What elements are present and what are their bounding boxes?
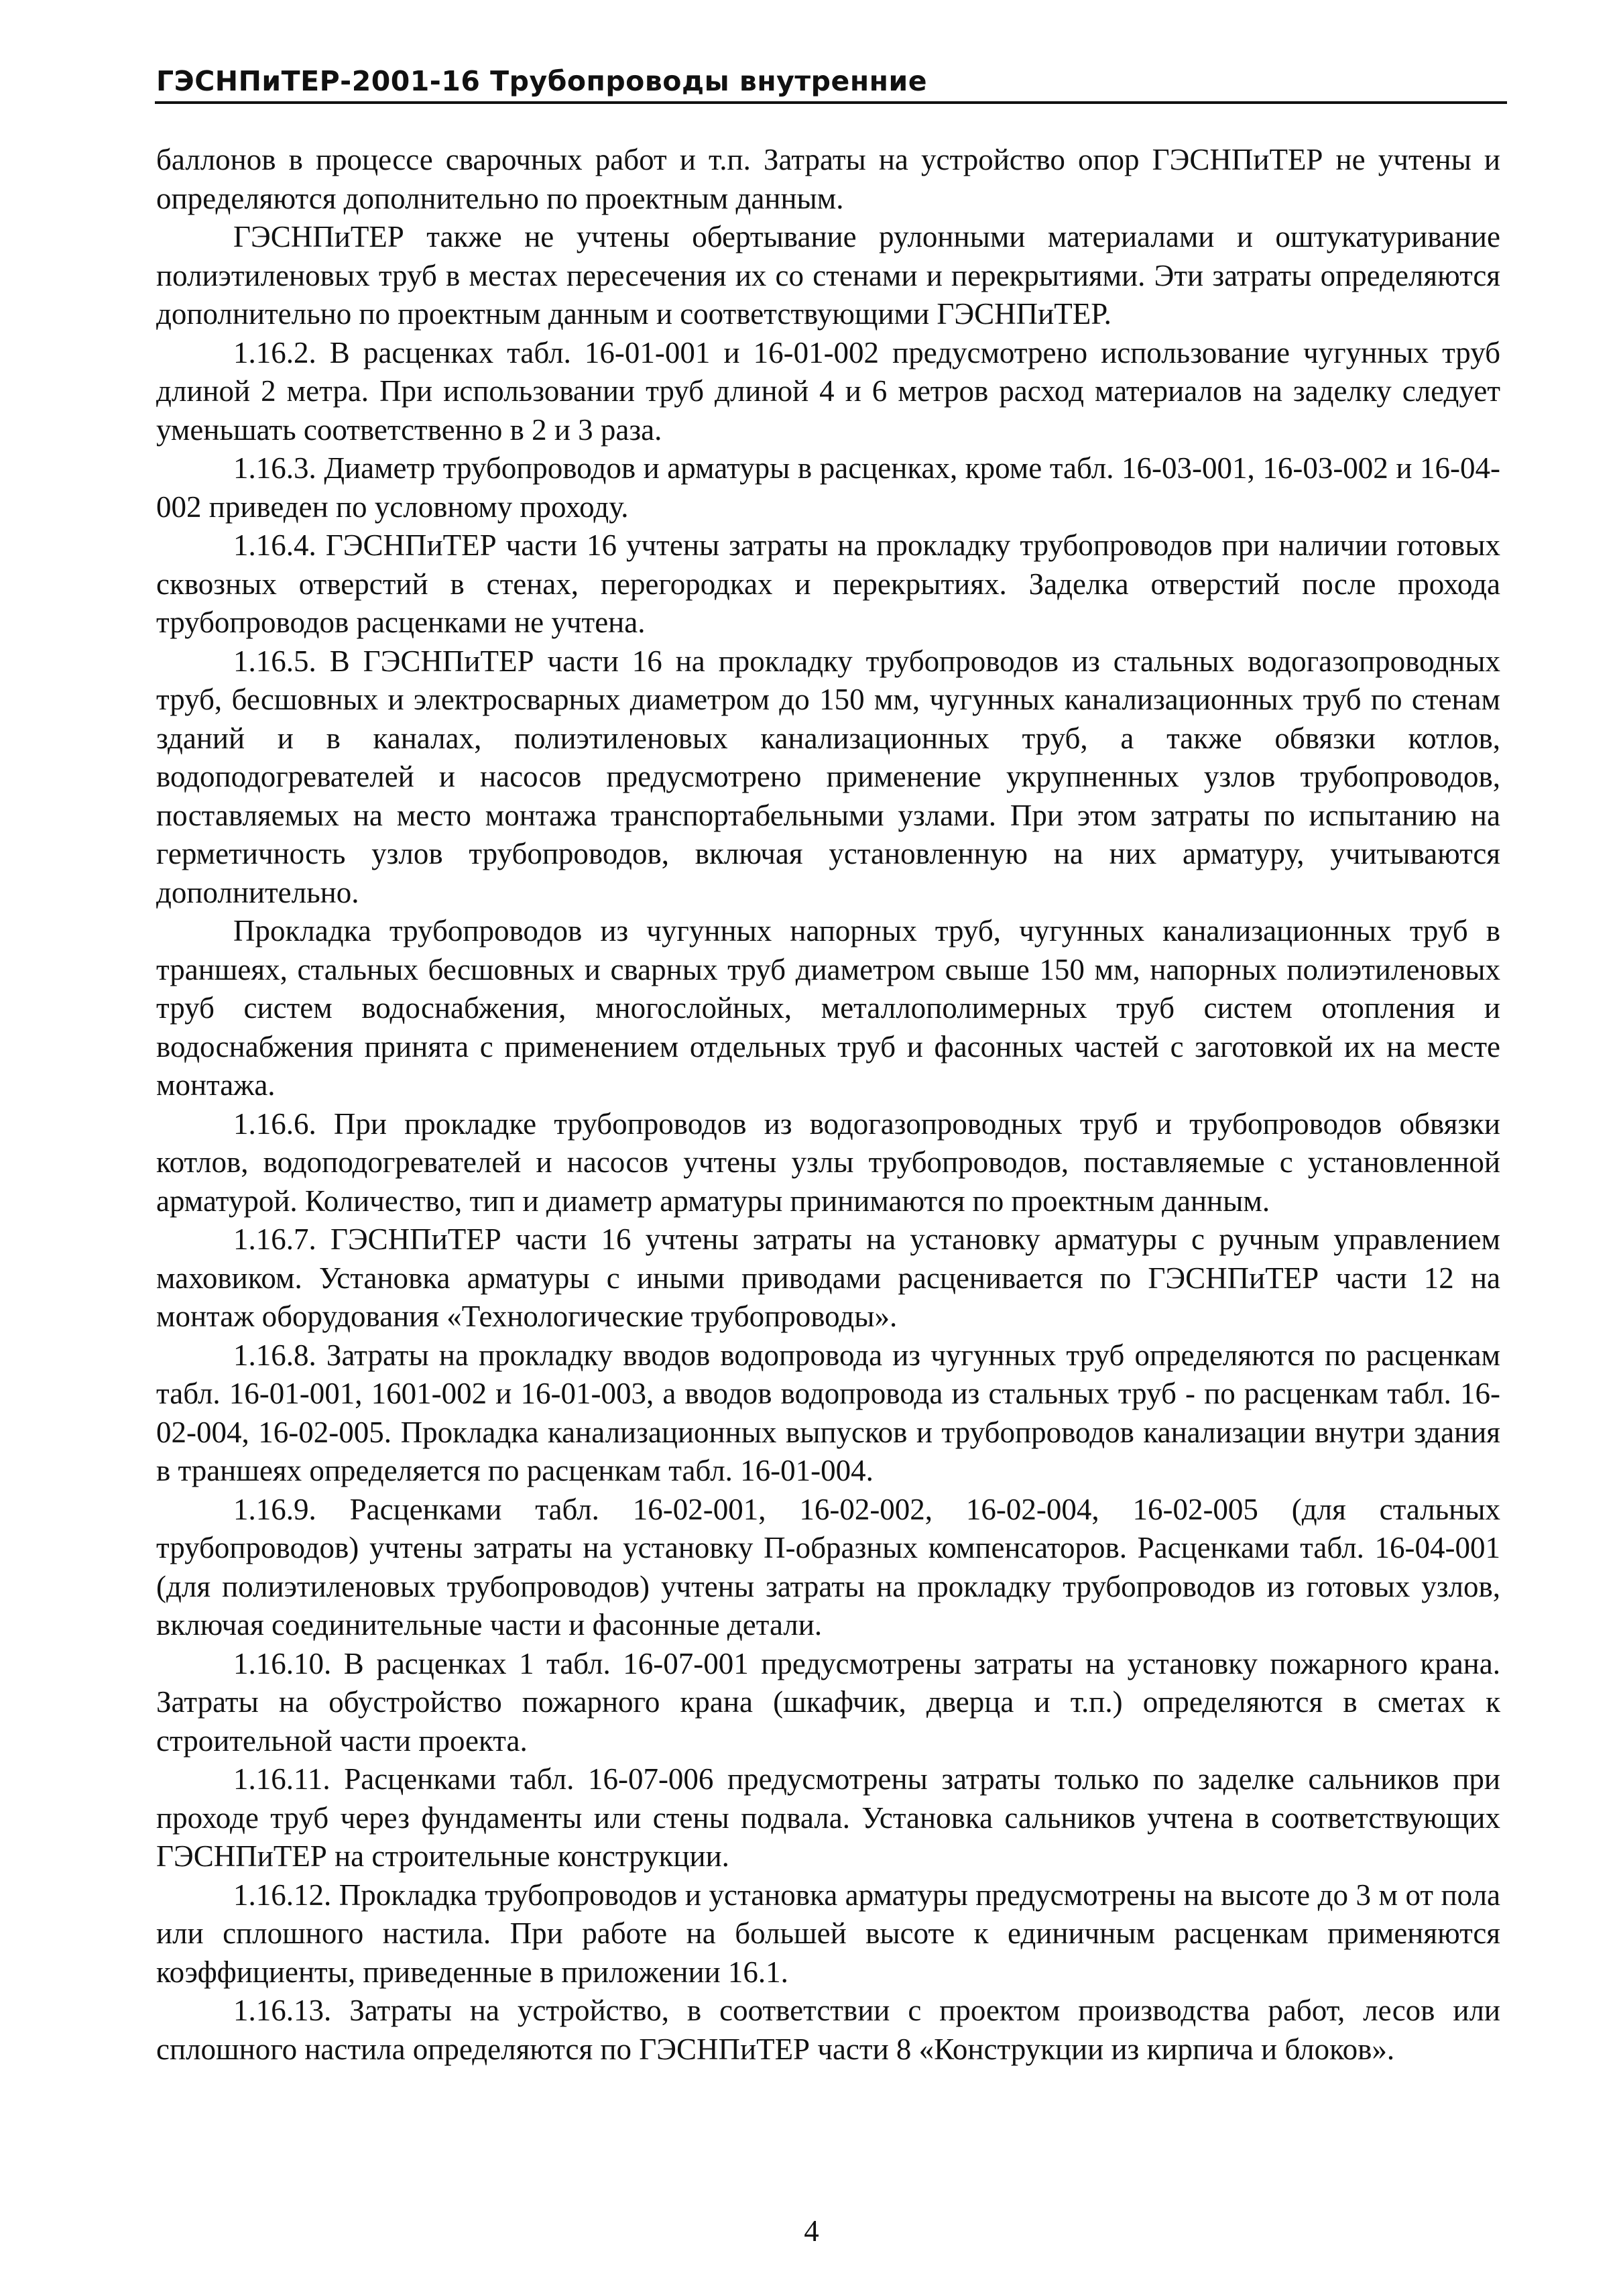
page-number: 4	[804, 2214, 819, 2248]
paragraph-1-16-12: 1.16.12. Прокладка трубопроводов и установка арматуры предусмотрены на высоте до 3 м от пола или сплошного настила. При работе на большей высоте к единичным расценкам применяются коэффициенты, приведенные в приложении 16.1.	[156, 1878, 1500, 1989]
running-title: ГЭСНПиТЕР-2001-16 Трубопроводы внутренние	[156, 65, 928, 97]
page-header	[156, 64, 1504, 98]
paragraph: Прокладка трубопроводов из чугунных напорных труб, чугунных канализационных труб в траншеях, стальных бесшовных и сварных труб диаметром свыше 150 мм, напорных полиэтиленовых труб систем водоснабжения, многослойных, металлополимерных труб систем отопления и водоснабжения принята с применением отдельных труб и фасонных частей с заготовкой их на месте монтажа.	[156, 914, 1500, 1102]
header-rule	[155, 101, 1507, 104]
paragraph-1-16-10: 1.16.10. В расценках 1 табл. 16-07-001 предусмотрены затраты на установку пожарного крана. Затраты на обустройство пожарного крана (шкафчик, дверца и т.п.) определяются в сметах к строительной части проекта.	[156, 1646, 1500, 1758]
paragraph-1-16-8: 1.16.8. Затраты на прокладку вводов водопровода из чугунных труб определяются по расценкам табл. 16-01-001, 1601-002 и 16-01-003, а вводов водопровода из стальных труб - по расценкам табл. 16-02-004, 16-02-005. Прокладка канализационных выпусков и трубопроводов канализации внутри здания в траншеях определяется по расценкам табл. 16-01-004.	[156, 1338, 1500, 1487]
paragraph-1-16-9: 1.16.9. Расценками табл. 16-02-001, 16-02-002, 16-02-004, 16-02-005 (для стальных трубопроводов) учтены затраты на установку П-образных компенсаторов. Расценками табл. 16-04-001 (для полиэтиленовых трубопроводов) учтены затраты на прокладку трубопроводов из готовых узлов, включая соединительные части и фасонные детали.	[156, 1492, 1500, 1642]
paragraph-1-16-5: 1.16.5. В ГЭСНПиТЕР части 16 на прокладку трубопроводов из стальных водогазопроводных труб, бесшовных и электросварных диаметром до 150 мм, чугунных канализационных труб по стенам зданий и в каналах, полиэтиленовых канализационных труб, а также обвязки котлов, водоподогревателей и насосов предусмотрено применение укрупненных узлов трубопроводов, поставляемых на место монтажа транспортабельными узлами. При этом затраты по испытанию на герметичность узлов трубопроводов, включая установленную на них арматуру, учитываются дополнительно.	[156, 644, 1500, 909]
page-body	[156, 141, 1500, 2069]
paragraph-1-16-4: 1.16.4. ГЭСНПиТЕР части 16 учтены затраты на прокладку трубопроводов при наличии готовых сквозных отверстий в стенах, перегородках и перекрытиях. Заделка отверстий после прохода трубопроводов расценками не учтена.	[156, 528, 1500, 639]
paragraph-1-16-2: 1.16.2. В расценках табл. 16-01-001 и 16-01-002 предусмотрено использование чугунных труб длиной 2 метра. При использовании труб длиной 4 и 6 метров расход материалов на заделку следует уменьшать соответственно в 2 и 3 раза.	[156, 335, 1500, 447]
paragraph-1-16-6: 1.16.6. При прокладке трубопроводов из водогазопроводных труб и трубопроводов обвязки котлов, водоподогревателей и насосов учтены узлы трубопроводов, поставляемые с установленной арматурой. Количество, тип и диаметр арматуры принимаются по проектным данным.	[156, 1106, 1500, 1218]
paragraph-1-16-7: 1.16.7. ГЭСНПиТЕР части 16 учтены затраты на установку арматуры с ручным управлением маховиком. Установка арматуры с иными приводами расценивается по ГЭСНПиТЕР части 12 на монтаж оборудования «Технологические трубопроводы».	[156, 1222, 1500, 1333]
paragraph: ГЭСНПиТЕР также не учтены обертывание рулонными материалами и оштукатуривание полиэтиленовых труб в местах пересечения их со стенами и перекрытиями. Эти затраты определяются дополнительно по проектным данным и соответствующими ГЭСНПиТЕР.	[156, 220, 1500, 331]
paragraph-continuation: баллонов в процессе сварочных работ и т.п. Затраты на устройство опор ГЭСНПиТЕР не учтены и определяются дополнительно по проектным данным.	[156, 143, 1500, 215]
paragraph-1-16-3: 1.16.3. Диаметр трубопроводов и арматуры в расценках, кроме табл. 16-03-001, 16-03-002 и 16-04-002 приведен по условному проходу.	[156, 451, 1500, 524]
paragraph-1-16-11: 1.16.11. Расценками табл. 16-07-006 предусмотрены затраты только по заделке сальников при проходе труб через фундаменты или стены подвала. Установка сальников учтена в соответствующих ГЭСНПиТЕР на строительные конструкции.	[156, 1762, 1500, 1873]
paragraph-1-16-13: 1.16.13. Затраты на устройство, в соответствии с проектом производства работ, лесов или сплошного настила определяются по ГЭСНПиТЕР части 8 «Конструкции из кирпича и блоков».	[156, 1994, 1500, 2066]
